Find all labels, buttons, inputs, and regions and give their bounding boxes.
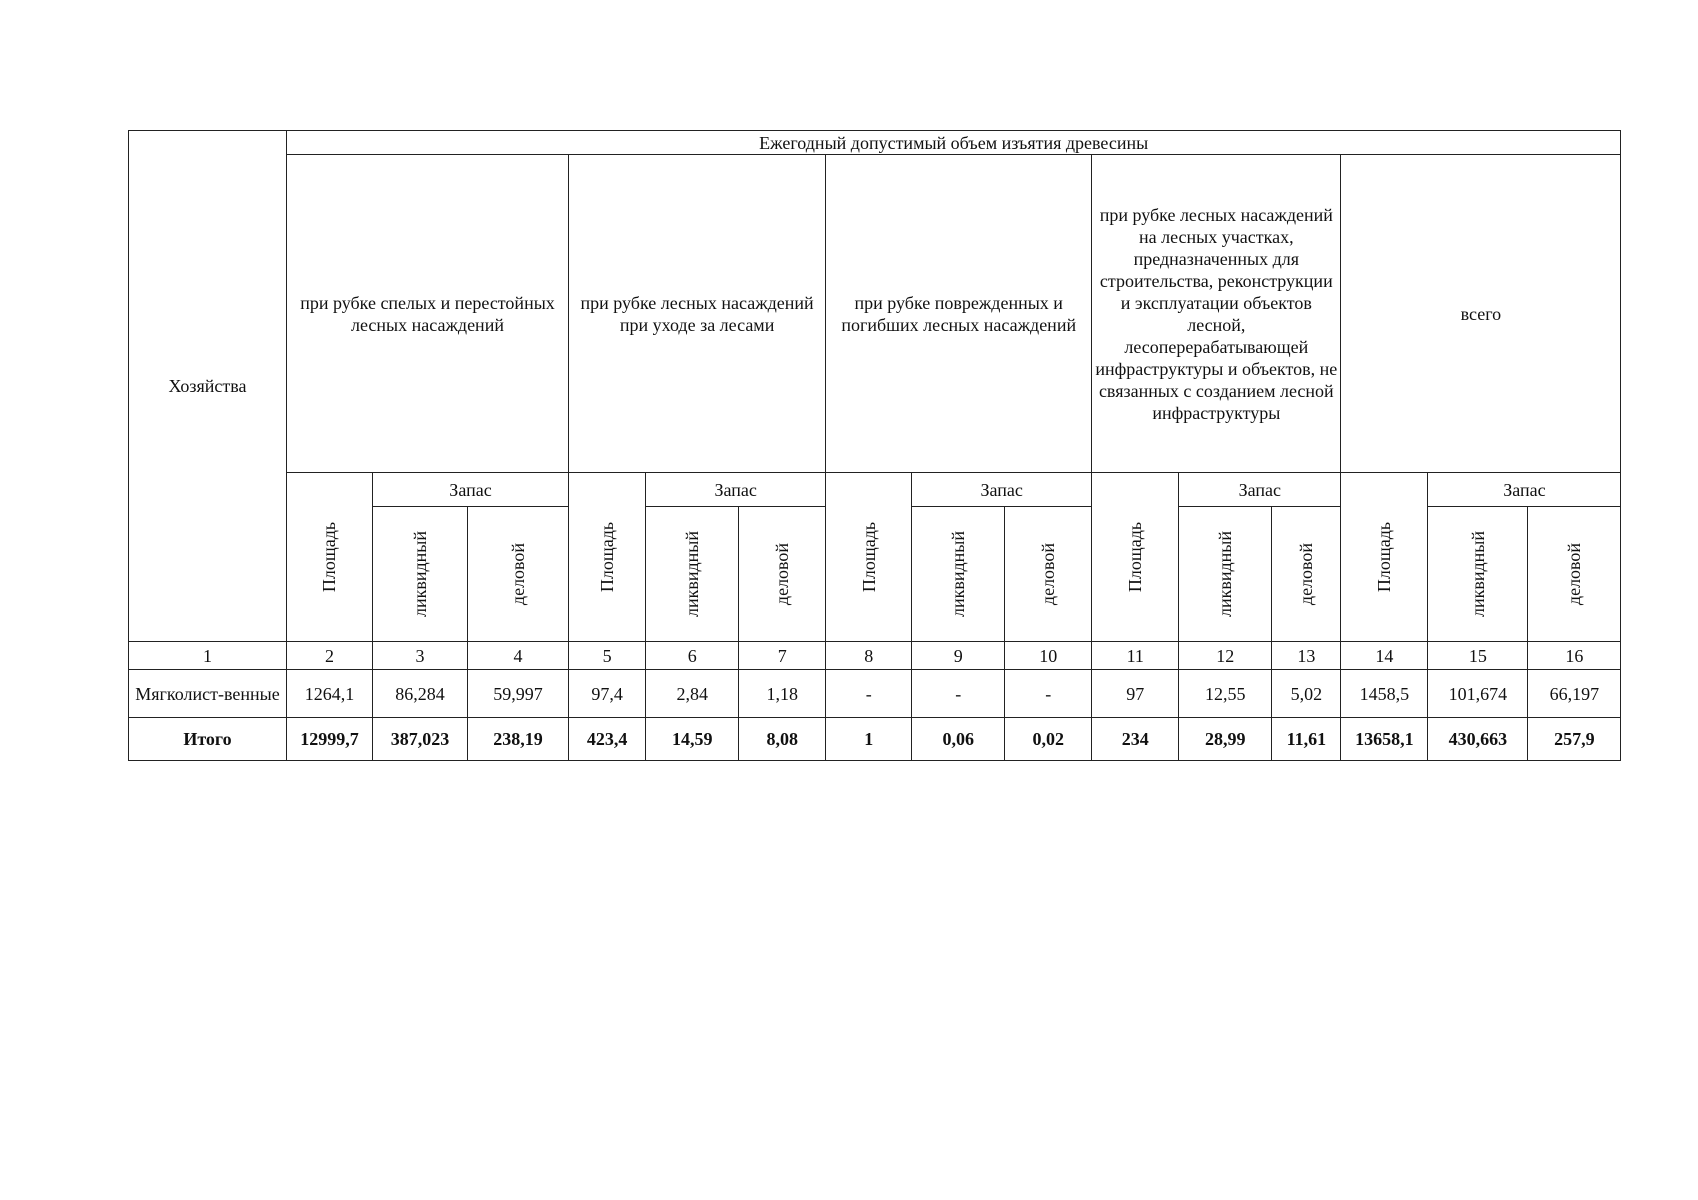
area-header-4: Площадь — [1092, 473, 1179, 642]
table-cell: 423,4 — [569, 718, 646, 761]
column-number: 8 — [826, 642, 912, 670]
table-cell: 5,02 — [1272, 670, 1341, 718]
table-cell: 2,84 — [646, 670, 739, 718]
table-cell: - — [826, 670, 912, 718]
column-number: 13 — [1272, 642, 1341, 670]
table-cell: 234 — [1092, 718, 1179, 761]
table-cell: 12999,7 — [287, 718, 373, 761]
column-number: 2 — [287, 642, 373, 670]
table-cell: 97,4 — [569, 670, 646, 718]
liquid-header-4: ликвидный — [1179, 507, 1272, 642]
business-header-3: деловой — [1005, 507, 1092, 642]
business-header-2: деловой — [739, 507, 826, 642]
table-cell: 1,18 — [739, 670, 826, 718]
column-number: 15 — [1428, 642, 1528, 670]
column-number: 11 — [1092, 642, 1179, 670]
column-number: 7 — [739, 642, 826, 670]
table-cell: 1 — [826, 718, 912, 761]
column-number: 12 — [1179, 642, 1272, 670]
table-cell: 101,674 — [1428, 670, 1528, 718]
main-header — [287, 131, 1621, 155]
column-number: 3 — [373, 642, 468, 670]
table-cell: 97 — [1092, 670, 1179, 718]
column-number: 5 — [569, 642, 646, 670]
area-header-2: Площадь — [569, 473, 646, 642]
column-number: 10 — [1005, 642, 1092, 670]
column-number: 1 — [129, 642, 287, 670]
table-row-softwood — [129, 670, 1621, 718]
stock-header-3: Запас — [912, 473, 1092, 507]
row-name: Итого — [129, 718, 287, 761]
table-cell: 387,023 — [373, 718, 468, 761]
group-header-damaged: при рубке поврежденных и погибших лесных насаждений — [826, 155, 1092, 473]
table-cell: - — [1005, 670, 1092, 718]
column-number-row — [129, 642, 1621, 670]
group-header-mature: при рубке спелых и перестойных лесных насаждений — [287, 155, 569, 473]
stock-header-4: Запас — [1179, 473, 1341, 507]
area-header-3: Площадь — [826, 473, 912, 642]
table-cell: 66,197 — [1528, 670, 1621, 718]
table-cell: 0,06 — [912, 718, 1005, 761]
group-header-construction: при рубке лесных насаждений на лесных участках, предназначенных для строительства, реконструкции и эксплуатации объектов лесной, лесоперерабатывающей инфраструктуры и объектов, не связанных с созданием лесной инфраструктуры — [1092, 155, 1341, 473]
main-header-label: Ежегодный допустимый объем изъятия древесины — [759, 132, 1149, 153]
table-cell: 13658,1 — [1341, 718, 1428, 761]
table-cell: 238,19 — [468, 718, 569, 761]
column-number: 9 — [912, 642, 1005, 670]
area-header-1: Площадь — [287, 473, 373, 642]
table-cell: 430,663 — [1428, 718, 1528, 761]
table-cell: 86,284 — [373, 670, 468, 718]
business-header-5: деловой — [1528, 507, 1621, 642]
liquid-header-2: ликвидный — [646, 507, 739, 642]
table-cell: 28,99 — [1179, 718, 1272, 761]
table-cell: 59,997 — [468, 670, 569, 718]
column-number: 6 — [646, 642, 739, 670]
area-header-5: Площадь — [1341, 473, 1428, 642]
stock-header-2: Запас — [646, 473, 826, 507]
table-cell: 8,08 — [739, 718, 826, 761]
stock-header-1: Запас — [373, 473, 569, 507]
timber-harvest-table — [128, 130, 1621, 761]
table-cell: 14,59 — [646, 718, 739, 761]
table-row-total — [129, 718, 1621, 761]
liquid-header-1: ликвидный — [373, 507, 468, 642]
liquid-header-5: ликвидный — [1428, 507, 1528, 642]
column-number: 4 — [468, 642, 569, 670]
table-cell: - — [912, 670, 1005, 718]
table-cell: 0,02 — [1005, 718, 1092, 761]
group-header-care: при рубке лесных насаждений при уходе за лесами — [569, 155, 826, 473]
column-number: 16 — [1528, 642, 1621, 670]
row-name: Мягколист-венные — [129, 670, 287, 718]
business-header-4: деловой — [1272, 507, 1341, 642]
stock-header-5: Запас — [1428, 473, 1621, 507]
business-header-1: деловой — [468, 507, 569, 642]
table-cell: 1458,5 — [1341, 670, 1428, 718]
table-cell: 257,9 — [1528, 718, 1621, 761]
liquid-header-3: ликвидный — [912, 507, 1005, 642]
table-cell: 12,55 — [1179, 670, 1272, 718]
column-number: 14 — [1341, 642, 1428, 670]
farms-label: Хозяйства — [168, 376, 247, 396]
table-cell: 11,61 — [1272, 718, 1341, 761]
farms-header — [129, 131, 287, 642]
group-header-total: всего — [1341, 155, 1621, 473]
table-cell: 1264,1 — [287, 670, 373, 718]
